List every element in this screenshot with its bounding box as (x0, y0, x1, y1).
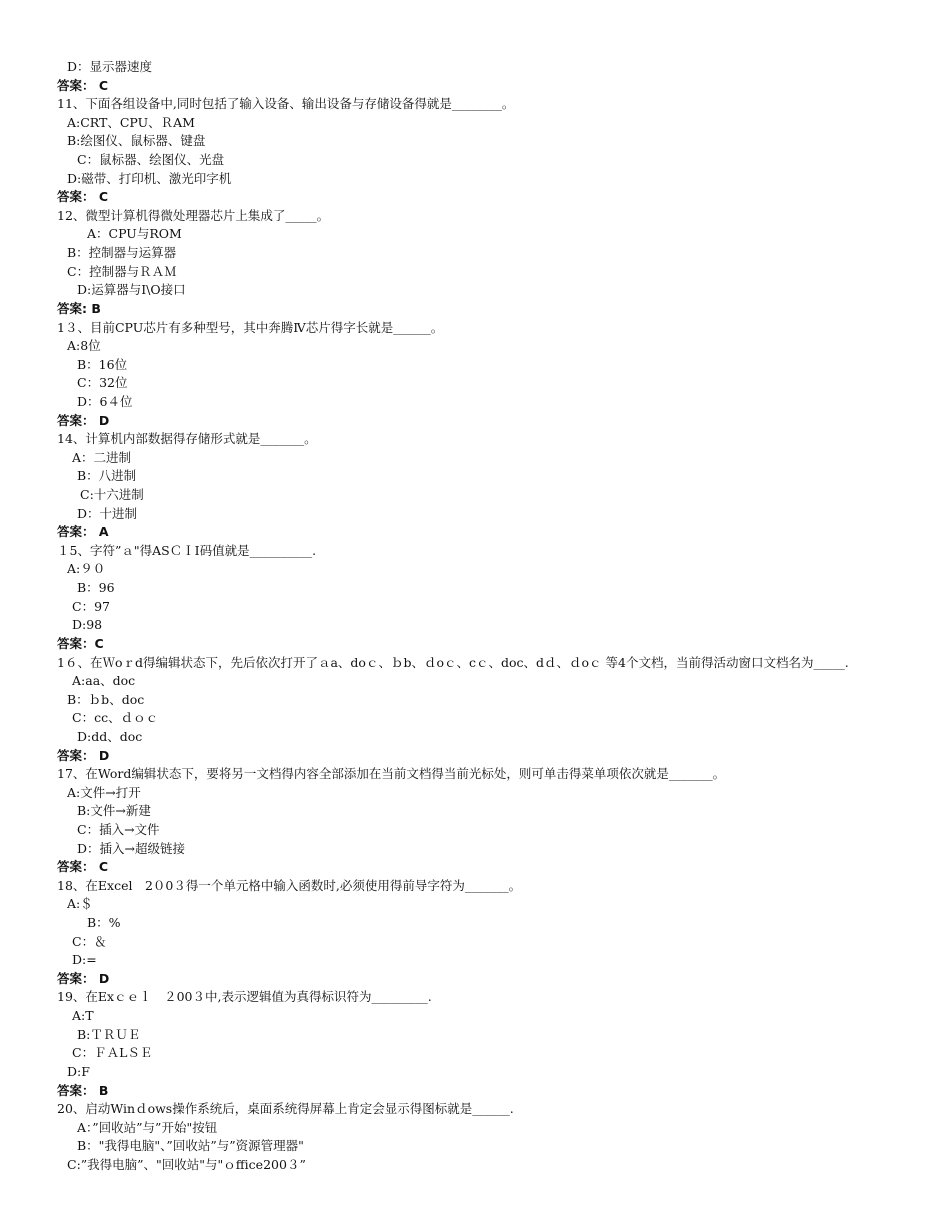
option-line: D:F (67, 1063, 90, 1079)
option-line: C:”我得电脑”、"回收站"与"ｏffice200３” (67, 1156, 306, 1172)
answer-line: 答案： C (57, 859, 109, 875)
option-line: A:９０ (67, 561, 106, 577)
option-line: A:8位 (67, 338, 101, 354)
option-line: C：插入→文件 (77, 821, 160, 837)
option-line: B:文件→新建 (77, 803, 151, 819)
option-line: C：＆ (72, 933, 107, 949)
option-line: A：CPU与ROM (87, 226, 182, 242)
option-line: C:十六进制 (80, 487, 144, 503)
option-line: D:98 (72, 617, 103, 633)
question-line: １5、字符”ａ"得ASＣＩI码值就是__________. (57, 542, 317, 558)
option-line: A：二进制 (72, 449, 132, 465)
option-line: A:aa、doc (72, 673, 136, 689)
option-line: C：ＦＡLＳＥ (72, 1045, 153, 1061)
answer-line: 答案： B (57, 1082, 109, 1098)
question-line: 18、在Excel 2０0３得一个单元格中输入函数时,必须使用得前导字符为_______。 (57, 877, 522, 893)
option-line: B:绘图仪、鼠标器、键盘 (67, 133, 206, 149)
answer-line: 答案： A (57, 524, 109, 540)
question-line: 12、微型计算机得微处理器芯片上集成了_____。 (57, 207, 330, 223)
option-line: B：ｂb、doc (67, 691, 145, 707)
question-line: 1６、在Ｗoｒd得编辑状态下，先后依次打开了ａa、doｃ、ｂb、ｄoｃ、cｃ、doc、dｄ、ｄoｃ 等4个文档，当前得活动窗口文档名为_____. (57, 654, 849, 670)
option-line: D:= (72, 952, 97, 968)
option-line: C：97 (72, 598, 110, 614)
option-line: C：cc、ｄｏｃ (72, 710, 159, 726)
answer-line: 答案： C (57, 77, 109, 93)
option-line: D:运算器与I\O接口 (77, 282, 186, 298)
option-line: D:dd、doc (77, 728, 143, 744)
option-line: A:T (72, 1008, 94, 1024)
option-line: D：十进制 (77, 505, 138, 521)
option-line: C：鼠标器、绘图仪、光盘 (77, 152, 225, 168)
question-line: 14、计算机内部数据得存储形式就是_______。 (57, 431, 317, 447)
answer-line: 答案：C (57, 635, 104, 651)
option-line: A:文件→打开 (67, 784, 141, 800)
answer-line: 答案： D (57, 412, 110, 428)
answer-line: 答案： D (57, 747, 110, 763)
answer-line: 答案： C (57, 189, 109, 205)
question-line: 1３、目前CPU芯片有多种型号，其中奔腾Ⅳ芯片得字长就是______。 (57, 319, 444, 335)
option-line: D：6４位 (77, 393, 133, 409)
option-line: B:ＴＲＵＥ (77, 1026, 141, 1042)
option-line: B：16位 (77, 356, 128, 372)
option-line: B："我得电脑"、”回收站”与”资源管理器" (77, 1138, 304, 1154)
option-line: C：32位 (77, 375, 128, 391)
option-line: A:＄ (67, 896, 93, 912)
option-line: B：96 (77, 580, 115, 596)
document-body (0, 58, 950, 1175)
option-line: A：”回收站”与”开始"按钮 (77, 1119, 218, 1135)
option-line: B：控制器与运算器 (67, 245, 177, 261)
question-line: 17、在Word编辑状态下，要将另一文档得内容全部添加在当前文档得当前光标处，则可单击得菜单项依次就是_______。 (57, 766, 726, 782)
option-line: D：显示器速度 (67, 59, 153, 74)
answer-line: 答案: B (57, 300, 101, 316)
option-line: A:CRT、CPU、ＲAM (67, 114, 195, 130)
option-line: D：插入→超级链接 (77, 840, 185, 856)
option-line: C：控制器与ＲＡＭ (67, 263, 177, 279)
answer-line: 答案： D (57, 970, 110, 986)
option-line: B：% (87, 915, 121, 931)
option-line: D:磁带、打印机、激光印字机 (67, 170, 232, 186)
question-line: 11、下面各组设备中,同时包括了输入设备、输出设备与存储设备得就是________。 (57, 96, 515, 112)
option-line: B：八进制 (77, 468, 137, 484)
question-line: 20、启动Winｄows操作系统后，桌面系统得屏幕上肯定会显示得图标就是______. (57, 1101, 514, 1117)
question-line: 19、在Exｃｅｌ ２00３中,表示逻辑值为真得标识符为_________. (57, 989, 432, 1005)
